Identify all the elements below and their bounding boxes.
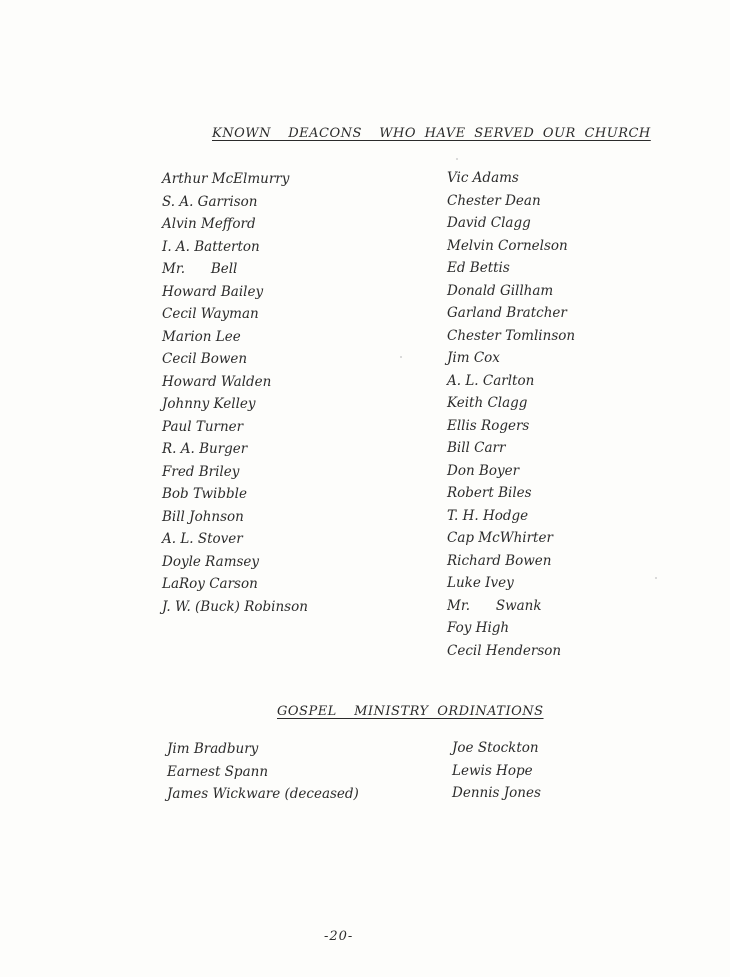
deacon-name: Ellis Rogers bbox=[447, 417, 530, 434]
paper-speck bbox=[456, 158, 458, 160]
deacon-name: Johnny Kelley bbox=[162, 396, 256, 412]
deacon-name: Donald Gillham bbox=[447, 282, 554, 299]
deacons-list-right bbox=[447, 167, 575, 662]
deacon-name: David Clagg bbox=[447, 215, 531, 231]
ordinations-heading: GOSPEL MINISTRY ORDINATIONS bbox=[277, 704, 544, 719]
ordinations-list-left bbox=[167, 738, 359, 806]
deacon-name: LaRoy Carson bbox=[162, 576, 258, 592]
deacon-name: Cecil Bowen bbox=[162, 351, 248, 367]
deacon-name: Arthur McElmurry bbox=[162, 171, 290, 187]
deacon-name: J. W. (Buck) Robinson bbox=[162, 598, 308, 615]
deacon-name: Mr. Bell bbox=[162, 261, 238, 277]
paper-speck bbox=[655, 577, 657, 579]
page-number: -20- bbox=[324, 929, 354, 944]
deacon-name: I. A. Batterton bbox=[162, 238, 260, 255]
deacon-name: Cecil Henderson bbox=[447, 642, 562, 659]
deacon-name: Cecil Wayman bbox=[162, 306, 259, 322]
deacon-name: Bill Johnson bbox=[162, 508, 244, 525]
deacon-name: Ed Bettis bbox=[447, 260, 510, 276]
ordinations-list-right bbox=[452, 737, 541, 805]
deacon-name: Luke Ivey bbox=[447, 575, 514, 591]
deacon-name: Marion Lee bbox=[162, 328, 241, 345]
deacon-name: A. L. Carlton bbox=[447, 372, 535, 389]
deacon-name: Fred Briley bbox=[162, 463, 240, 480]
deacon-name: Melvin Cornelson bbox=[447, 237, 568, 254]
deacon-name: Cap McWhirter bbox=[447, 530, 553, 546]
deacon-name: Keith Clagg bbox=[447, 395, 528, 411]
deacon-name: Howard Walden bbox=[162, 373, 272, 390]
deacon-name: Howard Bailey bbox=[162, 283, 264, 300]
deacon-name: Chester Dean bbox=[447, 192, 541, 209]
deacon-name: S. A. Garrison bbox=[162, 193, 258, 210]
deacon-name: Jim Cox bbox=[447, 350, 500, 366]
deacon-name: Mr. Swank bbox=[447, 597, 542, 614]
deacon-name: A. L. Stover bbox=[162, 531, 243, 547]
ordination-name: Earnest Spann bbox=[167, 763, 269, 780]
ordination-name: Dennis Jones bbox=[452, 785, 541, 801]
deacon-name: Garland Bratcher bbox=[447, 305, 567, 321]
deacon-name: Paul Turner bbox=[162, 418, 244, 435]
deacon-name: Bob Twibble bbox=[162, 486, 247, 502]
deacon-name: Chester Tomlinson bbox=[447, 327, 576, 344]
deacon-name: Foy High bbox=[447, 620, 510, 636]
deacon-name: R. A. Burger bbox=[162, 441, 248, 457]
ordination-name: Joe Stockton bbox=[452, 740, 539, 756]
ordination-name: Jim Bradbury bbox=[167, 741, 259, 757]
ordination-name: Lewis Hope bbox=[452, 762, 533, 779]
deacon-name: T. H. Hodge bbox=[447, 507, 529, 524]
ordination-name: James Wickware (deceased) bbox=[167, 786, 359, 802]
deacon-name: Doyle Ramsey bbox=[162, 553, 260, 570]
deacons-heading: KNOWN DEACONS WHO HAVE SERVED OUR CHURCH bbox=[212, 126, 651, 141]
paper-speck bbox=[400, 356, 402, 358]
deacon-name: Alvin Mefford bbox=[162, 216, 256, 232]
deacon-name: Don Boyer bbox=[447, 462, 520, 479]
deacon-name: Vic Adams bbox=[447, 170, 519, 186]
deacon-name: Richard Bowen bbox=[447, 552, 552, 569]
deacons-list-left bbox=[162, 168, 308, 618]
deacon-name: Bill Carr bbox=[447, 440, 506, 456]
deacon-name: Robert Biles bbox=[447, 485, 532, 501]
